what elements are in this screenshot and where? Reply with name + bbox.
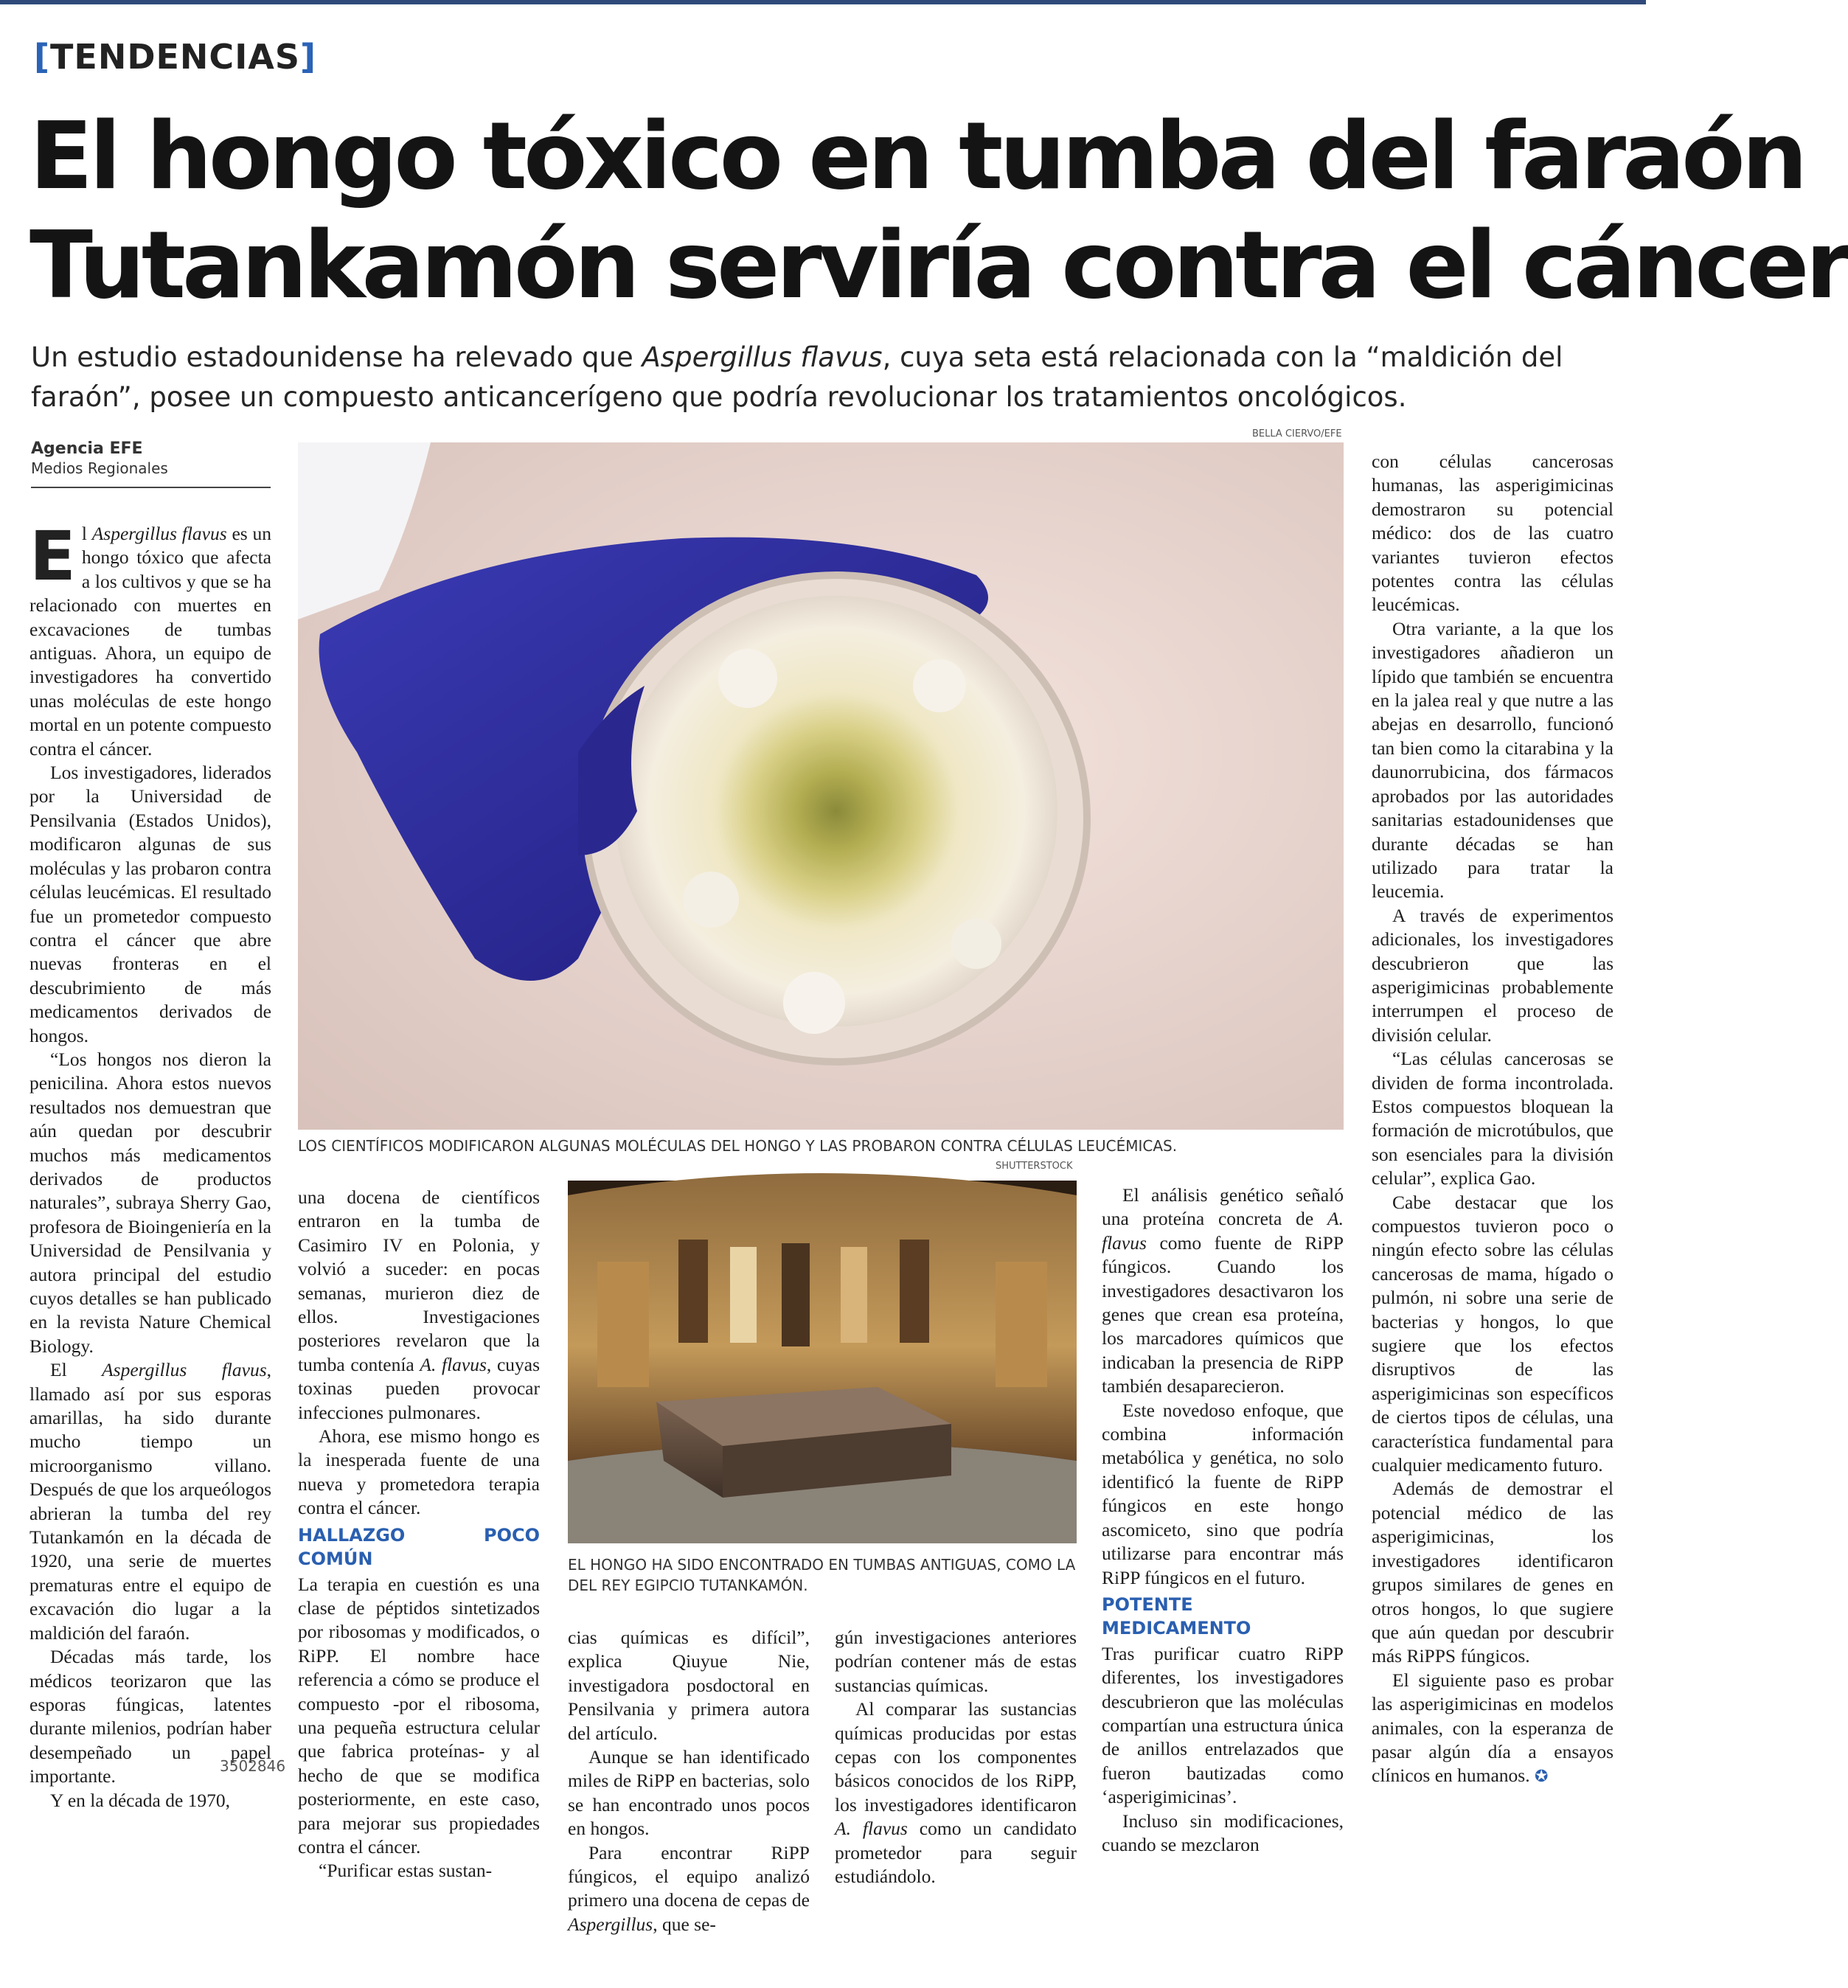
tomb-photo-caption: EL HONGO HA SIDO ENCONTRADO EN TUMBAS ANTIGUAS, COMO LA DEL REY EGIPCIO TUTANKAMÓN. <box>568 1556 1076 1594</box>
section-kicker: [TENDENCIAS] <box>34 37 317 77</box>
paragraph: Para encontrar RiPP fúngicos, el equipo analizó primero una docena de cepas de Aspergillus, que se- <box>568 1841 810 1935</box>
paragraph: Este novedoso enfoque, que combina información metabólica y genética, no solo identificó la fuente de RiPP fúngicos en este hongo ascomiceto, sino que podría utilizarse para encontrar más RiPP fúngicos en el futuro. <box>1102 1399 1344 1588</box>
paragraph: El análisis genético señaló una proteína concreta de A. flavus como fuente de RiPP fúngicos. Cuando los investigadores desactivaron los genes que crean esa proteína, los marcadores químicos que indicaban la presencia de RiPP también desaparecieron. <box>1102 1184 1344 1397</box>
headline <box>29 102 1848 320</box>
article-column-6 <box>1372 450 1613 1790</box>
paragraph: Ahora, ese mismo hongo es la inesperada fuente de una nueva y prometedora terapia contra el cáncer. <box>298 1425 540 1519</box>
id-number: 3502846 <box>220 1757 286 1775</box>
tomb-illustration <box>568 1181 1077 1543</box>
paragraph: con células cancerosas humanas, las asperigimicinas demostraron su potencial médico: dos de las cuatro variantes tuvieron efectos potentes contra las células leucémicas. <box>1372 451 1613 616</box>
subhead-potente: POTENTE MEDICAMENTO <box>1102 1593 1251 1639</box>
petri-dish-photo <box>298 442 1344 1130</box>
article-column-2 <box>298 1186 540 1883</box>
paragraph: Además de demostrar el potencial médico de las asperigimicinas, los investigadores identificaron grupos similares de genes en otros hongos, lo que sugiere que aún quedan por descubrir más RiPPS fúngicos. <box>1372 1478 1613 1667</box>
byline-outlet: Medios Regionales <box>31 459 168 477</box>
byline <box>31 439 271 488</box>
paragraph: Aunque se han identificado miles de RiPP en bacterias, solo se han encontrado unos pocos en hongos. <box>568 1746 810 1840</box>
headline-line-1: El hongo tóxico en tumba del faraón <box>29 102 1804 210</box>
paragraph: “Las células cancerosas se dividen de forma incontrolada. Estos compuestos bloquean la formación de microtúbulos, que son esenciales para la división celular”, explica Gao. <box>1372 1048 1613 1189</box>
main-photo-caption: LOS CIENTÍFICOS MODIFICARON ALGUNAS MOLÉCULAS DEL HONGO Y LAS PROBARON CONTRA CÉLULAS LEUCÉMICAS. <box>298 1137 1178 1155</box>
lead-paragraph: Un estudio estadounidense ha relevado que Aspergillus flavus, cuya seta está relacionada con la “maldición del faraón”, posee un compuesto anticancerígeno que podría revolucionar los tratamientos oncológicos. <box>31 341 1563 413</box>
paragraph: Y en la década de 1970, <box>50 1789 231 1811</box>
paragraph: Incluso sin modificaciones, cuando se mezclaron <box>1102 1810 1344 1855</box>
paragraph: A través de experimentos adicionales, los investigadores descubrieron que las asperigimicinas probablemente interrumpen el proceso de división celular. <box>1372 904 1613 1046</box>
article-column-4 <box>835 1626 1077 1888</box>
caption-credit: SHUTTERSTOCK <box>996 1161 1073 1172</box>
subhead-hallazgo: HALLAZGO POCO COMÚN <box>298 1524 540 1570</box>
article-column-5 <box>1102 1184 1344 1857</box>
paragraph: El Aspergillus flavus, llamado así por sus esporas amarillas, ha sido durante mucho tiempo un microorganismo villano. Después de que los arqueólogos abrieran la tumba del rey Tutankamón en la década de 1920, una serie de muertes prematuras entre el equipo de excavación dio lugar a la maldición del faraón. <box>29 1359 271 1644</box>
photo-credit: BELLA CIERVO/EFE <box>1252 428 1342 439</box>
drop-cap: E <box>29 517 76 596</box>
paragraph: “Los hongos nos dieron la penicilina. Ahora estos nuevos resultados nos demuestran que aún quedan por descubrir muchos más medicamentos derivados de productos naturales”, subraya Sherry Gao, profesora de Bioingeniería en la Universidad de Pensilvania y autora principal del estudio cuyos detalles se han publicado en la revista Nature Chemical Biology. <box>29 1048 271 1357</box>
paragraph: cias químicas es difícil”, explica Qiuyue Nie, investigadora posdoctoral en Pensilvania y primera autora del artículo. <box>568 1627 810 1744</box>
end-mark-icon: ✪ <box>1534 1768 1549 1787</box>
paragraph: una docena de científicos entraron en la tumba de Casimiro IV en Polonia, y volvió a suceder: en pocas semanas, murieron diez de ellos. Investigaciones posteriores revelaron que la tumba contenía A. flavus, cuyas toxinas pueden provocar infecciones pulmonares. <box>298 1186 540 1423</box>
byline-agency: Agencia EFE <box>31 439 143 458</box>
paragraph: La terapia en cuestión es una clase de péptidos sintetizados por ribosomas y modificados, o RiPP. El nombre hace referencia a cómo se produce el compuesto -por el ribosoma, una pequeña estructura celular que fabrica proteínas- y al hecho de que se modifica posteriormente, en este caso, para mejorar sus propiedades contra el cáncer. <box>298 1573 540 1857</box>
paragraph: gún investigaciones anteriores podrían contener más de estas sustancias químicas. <box>835 1627 1077 1696</box>
paragraph: El Aspergillus flavus es un hongo tóxico que afecta a los cultivos y que se ha relacionado con muertes en excavaciones de tumbas antiguas. Ahora, un equipo de investigadores ha convertido unas moléculas de este hongo mortal en un potente compuesto contra el cáncer. <box>29 517 271 760</box>
article-column-1 <box>29 517 271 1813</box>
paragraph: El siguiente paso es probar las asperigimicinas en modelos animales, con la esperanza de pasar algún día a ensayos clínicos en humanos. ✪ <box>1372 1669 1613 1787</box>
paragraph: Los investigadores, liderados por la Universidad de Pensilvania (Estados Unidos), modificaron algunas de sus moléculas y las probaron contra células leucémicas. El resultado fue un prometedor compuesto contra el cáncer que abre nuevas fronteras en el descubrimiento de más medicamentos derivados de hongos. <box>29 762 271 1046</box>
article-column-3 <box>568 1626 810 1936</box>
paragraph: Cabe destacar que los compuestos tuvieron poco o ningún efecto sobre las células cancerosas de mama, hígado o pulmón, ni sobre una serie de bacterias y hongos, lo que sugiere que los efectos disruptivos de las asperigimicinas son específicos de ciertos tipos de células, una característica fundamental para cualquier medicamento futuro. <box>1372 1191 1613 1476</box>
paragraph: Otra variante, a la que los investigadores añadieron un lípido que también se encuentra en la jalea real y que nutre a las abejas en desarrollo, funcionó tan bien como la citarabina y la daunorrubicina, dos fármacos aprobados por las autoridades sanitarias estadounidenses que durante décadas se han utilizado para tratar la leucemia. <box>1372 617 1613 903</box>
petri-dish-illustration <box>298 442 1344 1130</box>
tomb-photo <box>568 1181 1077 1543</box>
paragraph: Al comparar las sustancias químicas producidas por estas cepas con los componentes básicos conocidos de los RiPP, los investigadores identificaron A. flavus como un candidato prometedor para seguir estudiándolo. <box>835 1698 1077 1888</box>
headline-line-2: Tutankamón serviría contra el cáncer <box>29 211 1848 319</box>
top-rule <box>0 0 1646 4</box>
paragraph: “Purificar estas sustan- <box>319 1860 493 1882</box>
paragraph: Décadas más tarde, los médicos teorizaron que las esporas fúngicas, latentes durante milenios, podrían haber desempeñado un papel importante. <box>29 1646 271 1787</box>
paragraph: Tras purificar cuatro RiPP diferentes, los investigadores descubrieron que las moléculas compartían una estructura única de anillos entrelazados que fueron bautizadas como ‘asperigimicinas’. <box>1102 1642 1344 1808</box>
